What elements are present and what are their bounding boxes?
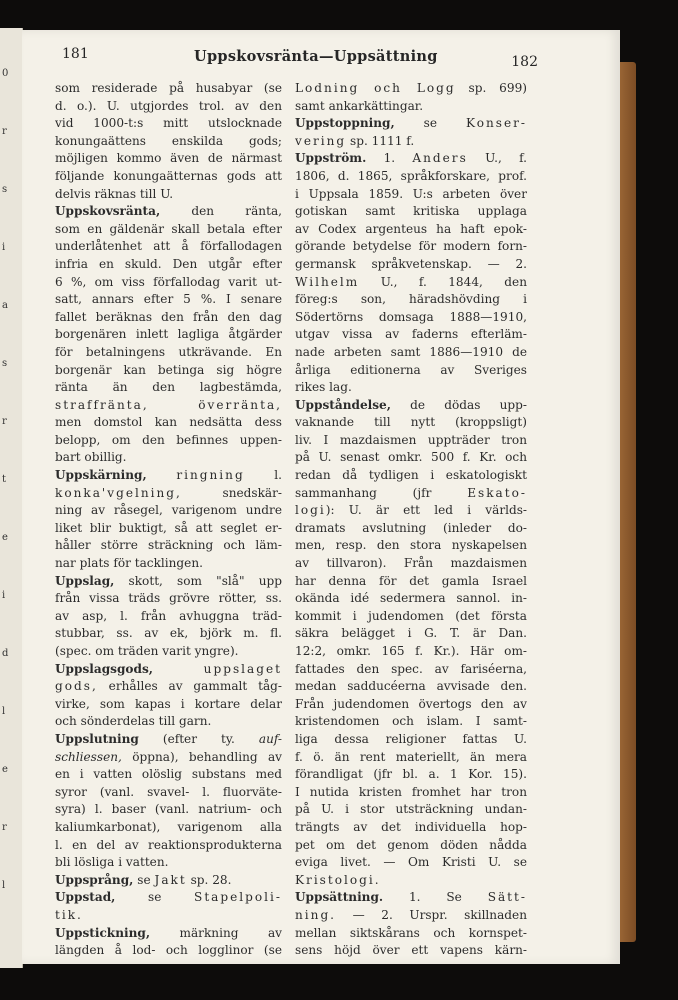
text-segment: logi — [295, 503, 326, 518]
text-line — [55, 889, 282, 907]
margin-char: i — [2, 242, 6, 253]
text-line — [55, 221, 282, 239]
entry-headword: Uppslutning — [55, 731, 139, 746]
text-line — [295, 555, 527, 573]
text-segment: på U. senast omkr. 500 f. Kr. och — [295, 450, 527, 465]
previous-page-edge — [0, 28, 23, 968]
text-segment: syror (vanl. svavel- l. fluorväte- — [55, 784, 282, 799]
margin-char: s — [2, 358, 8, 369]
text-line — [295, 854, 527, 872]
text-segment — [153, 662, 204, 676]
text-line — [55, 326, 282, 344]
text-segment: kaliumkarbonat), varigenom alla — [55, 819, 282, 834]
text-line — [55, 643, 282, 661]
text-line — [295, 907, 527, 925]
text-line — [55, 819, 282, 837]
margin-char: l — [2, 706, 6, 717]
text-line — [55, 749, 282, 767]
text-line — [295, 573, 527, 591]
text-segment: schliessen, — [55, 749, 122, 764]
text-line — [295, 784, 527, 802]
text-line — [295, 643, 527, 661]
text-segment: Konser- — [465, 116, 527, 131]
text-segment: dramats avslutning (inleder do- — [295, 520, 527, 535]
entry-headword: Uppslag, — [55, 573, 115, 588]
text-segment: 1. — [366, 151, 413, 166]
text-segment: möjligen kommo även de närmast — [55, 151, 282, 166]
text-segment: sp. 1111 f. — [346, 133, 415, 148]
text-line — [55, 256, 282, 274]
text-line — [55, 115, 282, 133]
text-segment: germansk språkvetenskap. — 2. — [295, 256, 527, 271]
text-segment: bart obillig. — [55, 450, 127, 465]
text-line — [55, 854, 282, 872]
text-segment: säkra belägget i G. T. är Dan. — [295, 626, 527, 641]
text-segment: infria en skuld. Den utgår efter — [55, 256, 282, 271]
text-line — [295, 326, 527, 344]
text-segment: borgenär kan betinga sig högre — [55, 362, 282, 377]
text-line — [295, 590, 527, 608]
entry-headword: Uppstickning, — [55, 925, 151, 940]
text-segment: straffränta, överränta, — [55, 397, 282, 412]
text-line — [295, 379, 527, 397]
text-segment: 12:2, omkr. 165 f. Kr.). Här om- — [295, 644, 527, 658]
text-line — [55, 713, 282, 731]
text-line — [295, 115, 527, 133]
text-line — [55, 555, 282, 573]
entry-headword: Uppsättning. — [295, 890, 384, 905]
text-line — [295, 133, 527, 151]
text-line — [55, 379, 282, 397]
text-line — [295, 766, 527, 784]
text-segment: konungaättens enskilda gods; — [55, 133, 282, 148]
text-line — [295, 520, 527, 538]
text-line — [295, 274, 527, 292]
text-line — [295, 203, 527, 221]
text-segment: mellan siktskårans och kornspet- — [295, 925, 527, 940]
text-segment — [147, 468, 177, 482]
text-line — [295, 467, 527, 485]
entry-headword: Uppsprång, — [55, 872, 134, 887]
text-line — [55, 731, 282, 749]
page-title: Uppskovsränta—Uppsättning — [194, 48, 438, 65]
text-segment: och sönderdelas till garn. — [55, 714, 212, 729]
text-line — [295, 731, 527, 749]
text-line — [55, 485, 282, 503]
text-line — [55, 467, 282, 485]
text-line — [55, 449, 282, 467]
text-segment: ning. — [295, 907, 337, 922]
text-line — [295, 414, 527, 432]
text-segment: 6 %, om viss förfallodag varit ut- — [55, 274, 282, 289]
text-line — [55, 432, 282, 450]
text-segment: syra) l. baser (vanl. natrium- och — [55, 802, 282, 817]
text-segment: stubbar, ss. av ek, björk m. fl. — [55, 626, 282, 641]
text-line — [55, 203, 282, 221]
text-segment: d. o.). U. utgjordes trol. av den — [55, 98, 282, 113]
text-line — [295, 625, 527, 643]
text-segment: kristendomen och islam. I samt- — [295, 714, 527, 729]
text-segment: tik. — [55, 907, 83, 922]
text-line — [295, 819, 527, 837]
text-line — [55, 186, 282, 204]
text-segment: som residerade på husabyar (se — [55, 81, 282, 95]
text-line — [55, 168, 282, 186]
text-line — [295, 221, 527, 239]
text-segment: ränta än den lagbestämda, — [55, 380, 282, 395]
text-segment: Från judendomen övertogs den av — [295, 696, 527, 711]
text-segment: fattades den spec. av fariséerna, — [295, 661, 527, 676]
text-line — [295, 837, 527, 855]
text-segment: men domstol kan nedsätta dess — [55, 415, 282, 430]
text-line — [55, 678, 282, 696]
text-segment: görande betydelse för modern forn- — [295, 239, 527, 254]
text-segment: nade arbeten samt 1886—1910 de — [295, 344, 527, 359]
entry-headword: Uppskovsränta, — [55, 204, 161, 219]
text-line — [295, 801, 527, 819]
text-segment: på U. i stor utsträckning undan- — [295, 802, 527, 817]
text-line — [55, 344, 282, 362]
text-segment: märkning av — [150, 925, 282, 940]
text-line — [295, 397, 527, 415]
text-line — [295, 485, 527, 503]
text-line — [55, 502, 282, 520]
text-segment: Stapelpoli- — [194, 890, 282, 905]
text-segment: belopp, om den befinnes uppen- — [55, 432, 282, 447]
text-segment: av asp, l. från avhuggna träd- — [55, 608, 282, 623]
text-segment: skott, som "slå" upp — [114, 573, 282, 588]
text-line — [55, 397, 282, 415]
text-segment: (efter ty. — [138, 731, 259, 746]
text-segment: fallet beräknas den från den dag — [55, 309, 282, 324]
text-line — [295, 168, 527, 186]
text-segment: auf- — [258, 731, 282, 746]
text-line — [55, 238, 282, 256]
text-line — [295, 98, 527, 116]
text-line — [55, 696, 282, 714]
text-segment: 1. Se — [383, 890, 488, 905]
text-segment: pet om det genom döden nådda — [295, 837, 527, 852]
text-segment: (spec. om träden varit yngre). — [55, 644, 239, 658]
text-segment: föreg:s son, häradshövding i — [295, 292, 527, 307]
text-line — [55, 661, 282, 679]
text-segment: ): U. är ett led i världs- — [325, 503, 527, 518]
text-line — [55, 80, 282, 98]
text-segment: ning av råsegel, varigenom undre — [55, 503, 282, 518]
text-segment: U., f. — [467, 151, 527, 166]
text-segment: vering — [295, 133, 347, 148]
text-segment: f. ö. än rent materiellt, än mera — [295, 749, 527, 764]
margin-char: s — [2, 184, 8, 195]
text-segment: erhålles av gammalt tåg- — [97, 679, 282, 694]
text-line — [295, 80, 527, 98]
text-segment: längden å lod- och logglinor (se — [55, 943, 282, 958]
text-segment: men, resp. den stora nyskapelsen — [295, 538, 527, 553]
entry-headword: Uppståndelse, — [295, 397, 391, 412]
text-segment: se — [115, 890, 195, 905]
text-segment: redan då tydligen i eskatologiskt — [295, 468, 527, 483]
text-line — [295, 872, 527, 890]
text-segment: för betalningens utkrävande. En — [55, 344, 282, 359]
entry-headword: Uppskärning, — [55, 468, 147, 483]
margin-char: t — [2, 474, 7, 485]
text-segment: av Codex argenteus ha haft epok- — [295, 221, 527, 236]
text-line — [55, 133, 282, 151]
text-segment: trängts av det individuella hop- — [295, 819, 527, 834]
text-segment: i Uppsala 1859. U:s arbeten över — [295, 186, 527, 201]
text-segment: satt, annars efter 5 %. I senare — [55, 292, 282, 307]
text-segment: konka'vgelning, — [55, 485, 182, 500]
text-segment: öppna), behandling av — [121, 749, 282, 764]
entry-headword: Uppström. — [295, 151, 367, 166]
text-segment: har denna för det gamla Israel — [295, 573, 527, 588]
text-line — [55, 309, 282, 327]
text-line — [295, 449, 527, 467]
text-segment: eviga livet. — Om Kristi U. se — [295, 855, 527, 870]
text-line — [55, 801, 282, 819]
text-segment: sp. 28. — [186, 872, 232, 887]
text-line — [295, 502, 527, 520]
text-line — [295, 713, 527, 731]
text-line — [55, 291, 282, 309]
text-segment: snedskär- — [181, 485, 282, 500]
text-segment: sp. 699) — [455, 81, 527, 95]
text-segment: en i vatten olöslig substans med — [55, 767, 282, 782]
text-line — [295, 696, 527, 714]
entry-headword: Uppstoppning, — [295, 116, 395, 131]
text-segment: Eskato- — [467, 485, 527, 500]
text-line — [55, 942, 282, 960]
text-segment: håller större sträckning och läm- — [55, 538, 282, 553]
text-segment: gotiskan samt kritiska upplaga — [295, 204, 527, 219]
margin-char: r — [2, 126, 7, 137]
text-line — [55, 520, 282, 538]
page-number-right: 182 — [511, 54, 538, 70]
text-line — [55, 590, 282, 608]
text-segment: liga dessa religioner fattas U. — [295, 731, 527, 746]
text-segment: — 2. Urspr. skillnaden — [336, 907, 527, 922]
left-column — [55, 80, 282, 960]
text-line — [295, 309, 527, 327]
text-segment: av tillvaron). Från mazdaismen — [295, 556, 527, 571]
text-segment: från vissa träds grövre rötter, ss. — [55, 591, 282, 606]
text-segment: vid 1000-t:s mitt utslocknade — [55, 116, 282, 131]
text-line — [295, 942, 527, 960]
text-segment: liket blir buktigt, så att seglet er- — [55, 520, 282, 535]
text-line — [295, 608, 527, 626]
text-line — [295, 432, 527, 450]
entry-headword: Uppslagsgods, — [55, 661, 153, 676]
text-line — [55, 362, 282, 380]
text-segment: l. en del av reaktionsprodukterna — [55, 837, 282, 852]
text-segment: l. — [244, 468, 282, 483]
text-segment: U., f. 1844, den — [359, 274, 527, 289]
entry-headword: Uppstad, — [55, 890, 116, 905]
text-line — [55, 414, 282, 432]
text-segment: den ränta, — [160, 204, 282, 219]
text-segment: okända idé sedermera sannol. in- — [295, 591, 527, 606]
text-segment: årliga editionerna av Sveriges — [295, 362, 527, 377]
text-line — [295, 678, 527, 696]
text-segment: Lodning och Logg — [295, 81, 456, 95]
text-line — [55, 907, 282, 925]
text-segment: sammanhang (jfr — [295, 485, 468, 500]
text-line — [55, 573, 282, 591]
text-segment: samt ankarkättingar. — [295, 98, 424, 113]
text-segment: som en gäldenär skall betala efter — [55, 221, 282, 236]
text-line — [295, 661, 527, 679]
text-segment: 1806, d. 1865, språkforskare, prof. — [295, 168, 527, 183]
text-segment: förandligat (jfr bl. a. 1 Kor. 15). — [295, 767, 527, 782]
margin-char: r — [2, 416, 7, 427]
text-segment: ringning — [176, 468, 245, 483]
text-segment: Anders — [412, 151, 468, 166]
text-segment: de dödas upp- — [390, 397, 527, 412]
text-segment: sens höjd över ett vapens kärn- — [295, 943, 527, 958]
text-segment: Södertörns domsaga 1888—1910, — [295, 309, 527, 324]
text-segment: liv. I mazdaismen uppträder tron — [295, 432, 527, 447]
text-segment: följande konungaätternas gods att — [55, 168, 282, 183]
text-line — [55, 872, 282, 890]
text-line — [295, 238, 527, 256]
text-line — [295, 291, 527, 309]
text-line — [55, 150, 282, 168]
text-segment: rikes lag. — [295, 380, 352, 395]
text-line — [295, 150, 527, 168]
text-segment: nar plats för tacklingen. — [55, 556, 203, 571]
text-line — [55, 625, 282, 643]
page-number-left: 181 — [62, 46, 89, 62]
text-segment: virke, som kapas i kortare delar — [55, 696, 282, 711]
text-segment: vaknande till nytt (kroppsligt) — [295, 415, 527, 430]
text-segment: Kristologi. — [295, 872, 381, 887]
page-header — [62, 46, 538, 72]
margin-char: a — [2, 300, 8, 311]
text-segment: delvis räknas till U. — [55, 186, 174, 201]
right-column — [295, 80, 527, 960]
text-segment: Wilhelm — [295, 274, 360, 289]
text-line — [55, 784, 282, 802]
text-segment: uppslaget — [203, 661, 282, 676]
margin-char: 0 — [2, 68, 9, 79]
text-segment: kommit i judendomen (det första — [295, 608, 527, 623]
text-line — [55, 274, 282, 292]
text-line — [55, 925, 282, 943]
text-segment: bli lösliga i vatten. — [55, 855, 169, 870]
text-line — [55, 98, 282, 116]
text-segment: gods, — [55, 679, 98, 694]
margin-char: e — [2, 532, 8, 543]
text-line — [55, 537, 282, 555]
text-segment: Jakt — [154, 872, 187, 887]
text-segment: underlåtenhet att å förfallodagen — [55, 239, 282, 254]
text-segment: borgenären inlett lagliga åtgärder — [55, 327, 282, 342]
text-line — [295, 889, 527, 907]
text-segment: I nutida kristen fromhet har tron — [295, 784, 527, 799]
text-segment: se — [394, 116, 466, 131]
margin-char: e — [2, 764, 8, 775]
text-line — [295, 344, 527, 362]
margin-char: r — [2, 822, 7, 833]
margin-char: l — [2, 880, 6, 891]
margin-char: d — [2, 648, 9, 659]
text-line — [295, 749, 527, 767]
text-line — [295, 186, 527, 204]
text-segment: se — [133, 872, 155, 887]
text-line — [55, 837, 282, 855]
text-line — [295, 256, 527, 274]
text-line — [295, 925, 527, 943]
text-line — [295, 362, 527, 380]
margin-char: i — [2, 590, 6, 601]
text-segment: medan sadducéerna avvisade den. — [295, 679, 527, 694]
text-line — [55, 766, 282, 784]
text-line — [55, 608, 282, 626]
text-segment: utgav vissa av faderns efterläm- — [295, 327, 527, 342]
text-line — [295, 537, 527, 555]
text-segment: Sätt- — [487, 890, 527, 905]
